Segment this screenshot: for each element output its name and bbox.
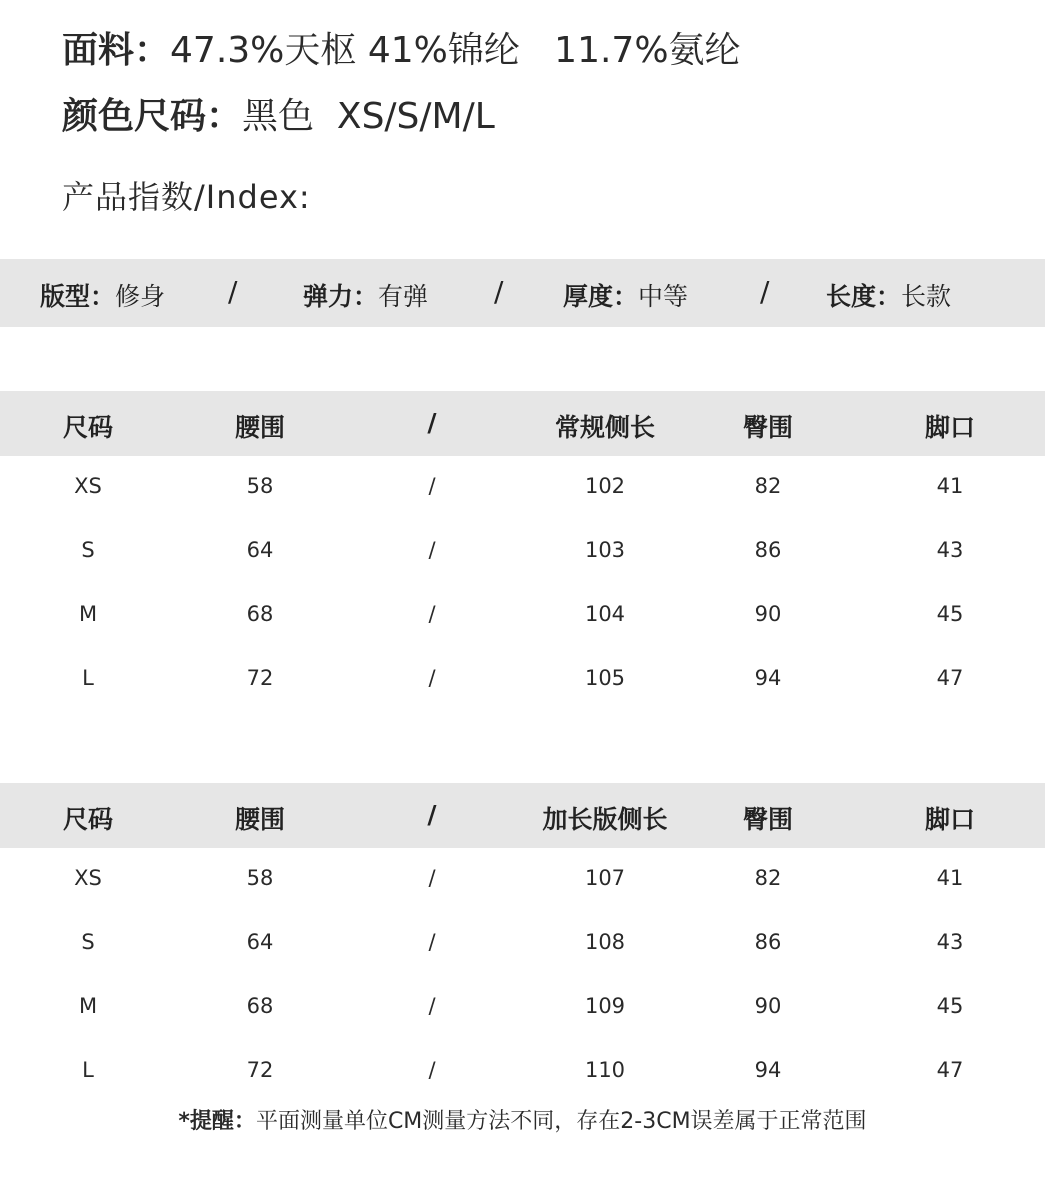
- index-separator: /: [760, 275, 770, 308]
- cell-side-length: 109: [584, 994, 626, 1018]
- cell-hem: 45: [936, 994, 964, 1018]
- index-separator: /: [494, 275, 504, 308]
- cell-hem: 43: [936, 538, 964, 562]
- cell-waist: 72: [246, 666, 274, 690]
- index-item-thickness: [563, 277, 688, 313]
- cell-size: S: [81, 538, 95, 562]
- table-row: [0, 648, 1045, 712]
- size-table-extended: [0, 783, 1045, 1103]
- table-header-row: [0, 391, 1045, 456]
- size-table-regular: [0, 391, 1045, 711]
- header-hip: 臀围: [742, 805, 794, 834]
- note-text: 平面测量单位CM测量方法不同，存在2-3CM误差属于正常范围: [255, 1109, 867, 1134]
- cell-size: XS: [74, 474, 102, 498]
- index-item-value: 长款: [901, 282, 952, 311]
- cell-side-length: 103: [584, 538, 626, 562]
- table-row: [0, 848, 1045, 912]
- table-row: [0, 520, 1045, 584]
- table-row: [0, 456, 1045, 520]
- header-blank: /: [427, 800, 437, 829]
- cell-hip: 82: [754, 866, 782, 890]
- header-hip: 臀围: [742, 413, 794, 442]
- cell-hip: 90: [754, 994, 782, 1018]
- cell-side-length: 104: [584, 602, 626, 626]
- table-row: [0, 1040, 1045, 1104]
- header-side-length: 常规侧长: [554, 413, 656, 442]
- cell-waist: 68: [246, 994, 274, 1018]
- header-waist: 腰围: [234, 805, 286, 834]
- cell-blank: /: [428, 994, 436, 1018]
- table-row: [0, 584, 1045, 648]
- cell-blank: /: [428, 930, 436, 954]
- cell-blank: /: [428, 1058, 436, 1082]
- cell-blank: /: [428, 866, 436, 890]
- header-side-length: 加长版侧长: [542, 805, 668, 834]
- color-size-label: 颜色尺码：: [62, 96, 243, 137]
- cell-waist: 68: [246, 602, 274, 626]
- cell-size: M: [78, 994, 98, 1018]
- index-item-length: [826, 277, 951, 313]
- index-item-value: 修身: [115, 282, 166, 311]
- measurement-note: [0, 1104, 1045, 1135]
- cell-hem: 45: [936, 602, 964, 626]
- index-item-label: 厚度：: [563, 282, 639, 311]
- header-blank: /: [427, 408, 437, 437]
- header-size: 尺码: [62, 805, 114, 834]
- cell-hip: 82: [754, 474, 782, 498]
- header-hem: 脚口: [924, 805, 976, 834]
- cell-side-length: 108: [584, 930, 626, 954]
- cell-hip: 90: [754, 602, 782, 626]
- cell-waist: 64: [246, 538, 274, 562]
- table-row: [0, 976, 1045, 1040]
- table-row: [0, 912, 1045, 976]
- cell-waist: 72: [246, 1058, 274, 1082]
- material-label: 面料：: [62, 30, 171, 71]
- header-size: 尺码: [62, 413, 114, 442]
- index-item-fit: [40, 277, 165, 313]
- cell-side-length: 110: [584, 1058, 626, 1082]
- index-item-label: 版型：: [40, 282, 116, 311]
- cell-size: M: [78, 602, 98, 626]
- cell-hip: 86: [754, 930, 782, 954]
- cell-hem: 47: [936, 666, 964, 690]
- cell-side-length: 107: [584, 866, 626, 890]
- cell-blank: /: [428, 602, 436, 626]
- cell-size: S: [81, 930, 95, 954]
- cell-side-length: 105: [584, 666, 626, 690]
- cell-hip: 94: [754, 666, 782, 690]
- cell-size: L: [82, 666, 94, 690]
- index-item-value: 有弹: [378, 282, 429, 311]
- cell-size: L: [82, 1058, 94, 1082]
- cell-hem: 47: [936, 1058, 964, 1082]
- color-size-line: [62, 88, 495, 139]
- cell-side-length: 102: [584, 474, 626, 498]
- cell-waist: 58: [246, 866, 274, 890]
- cell-size: XS: [74, 866, 102, 890]
- material-line: [62, 22, 741, 73]
- cell-waist: 58: [246, 474, 274, 498]
- cell-blank: /: [428, 538, 436, 562]
- index-item-value: 中等: [638, 282, 689, 311]
- index-item-label: 长度：: [826, 282, 902, 311]
- index-title: 产品指数/Index:: [62, 178, 311, 216]
- index-item-label: 弹力：: [303, 282, 379, 311]
- header-hem: 脚口: [924, 413, 976, 442]
- cell-hem: 41: [936, 866, 964, 890]
- index-item-elasticity: [303, 277, 428, 313]
- cell-blank: /: [428, 474, 436, 498]
- cell-hem: 43: [936, 930, 964, 954]
- material-value: 47.3%天枢 41%锦纶 11.7%氨纶: [170, 30, 741, 71]
- product-index-bar: [0, 259, 1045, 327]
- cell-hip: 94: [754, 1058, 782, 1082]
- note-label: *提醒：: [178, 1109, 256, 1134]
- cell-hip: 86: [754, 538, 782, 562]
- cell-hem: 41: [936, 474, 964, 498]
- index-separator: /: [228, 275, 238, 308]
- header-waist: 腰围: [234, 413, 286, 442]
- cell-waist: 64: [246, 930, 274, 954]
- table-header-row: [0, 783, 1045, 848]
- color-size-value: 黑色 XS/S/M/L: [242, 96, 495, 137]
- cell-blank: /: [428, 666, 436, 690]
